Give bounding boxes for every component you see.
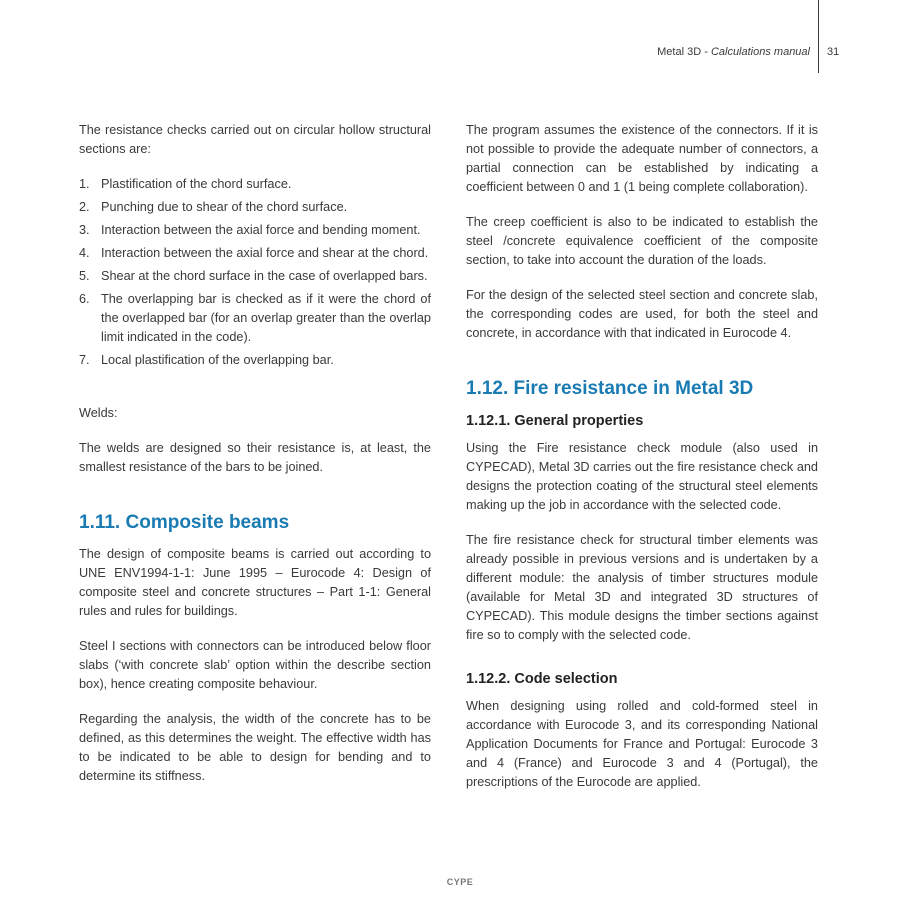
footer-brand: CYPE bbox=[446, 877, 474, 887]
list-item-text: Punching due to shear of the chord surface. bbox=[101, 200, 348, 214]
checks-list bbox=[79, 175, 431, 370]
list-item-text: Local plastification of the overlapping bar. bbox=[101, 353, 334, 367]
list-item-text: The overlapping bar is checked as if it were the chord of the overlapped bar (for an overlap greater than the overlap limit indicated in the code). bbox=[101, 292, 431, 344]
header-divider bbox=[818, 0, 819, 73]
page-number: 31 bbox=[827, 46, 840, 58]
left-column bbox=[79, 121, 431, 802]
connectors-paragraph: The program assumes the existence of the connectors. If it is not possible to provide the adequate number of connectors, a partial connection can be established by indicating a coefficient between 0 and 1 (1 being complete collaboration). bbox=[466, 123, 818, 194]
creep-paragraph: The creep coefficient is also to be indicated to establish the steel /concrete equivalence coefficient of the composite section, to take into account the duration of the loads. bbox=[466, 215, 818, 267]
header-manual-title: Calculations manual bbox=[710, 46, 810, 58]
list-item bbox=[79, 221, 431, 240]
list-item-number: 4. bbox=[79, 246, 90, 260]
list-item-number: 3. bbox=[79, 223, 90, 237]
checks-intro: The resistance checks carried out on circular hollow structural sections are: bbox=[79, 123, 431, 156]
code-selection-paragraph: When designing using rolled and cold-formed steel in accordance with Eurocode 3, and its corresponding National Application Documents for France and Portugal: Eurocode 3 and 4 (France) and Eurocode 3 and 4 (Portugal), the prescriptions of the Eurocode are applied. bbox=[466, 699, 818, 789]
list-item-text: Interaction between the axial force and shear at the chord. bbox=[101, 246, 429, 260]
composite-paragraph: Steel I sections with connectors can be introduced below floor slabs (‘with concrete slab’ option within the describe section box), hence creating composite behaviour. bbox=[79, 639, 431, 691]
general-paragraph: Using the Fire resistance check module (also used in CYPECAD), Metal 3D carries out the fire resistance check and designs the protection coating of the structural steel elements making up the job in accordance with the selected code. bbox=[466, 441, 818, 512]
list-item bbox=[79, 351, 431, 370]
list-item bbox=[79, 290, 431, 347]
composite-paragraph: The design of composite beams is carried out according to UNE ENV1994-1-1: June 1995 – Eurocode 4: Design of composite steel and concrete structures – Part 1-1: General rules and rules for buildings. bbox=[79, 547, 431, 618]
list-item-number: 6. bbox=[79, 292, 90, 306]
welds-paragraph: The welds are designed so their resistance is, at least, the smallest resistance of the bars to be joined. bbox=[79, 441, 431, 474]
composite-paragraph: Regarding the analysis, the width of the concrete has to be defined, as this determines the weight. The effective width has to be indicated to be able to design for bending and to determine its stiffness. bbox=[79, 712, 431, 783]
list-item bbox=[79, 175, 431, 194]
list-item-number: 2. bbox=[79, 200, 90, 214]
list-item-text: Interaction between the axial force and bending moment. bbox=[101, 223, 421, 237]
list-item-text: Shear at the chord surface in the case of overlapped bars. bbox=[101, 269, 428, 283]
right-column bbox=[466, 121, 818, 808]
subsection-heading-code-selection: 1.12.2. Code selection bbox=[466, 671, 618, 687]
list-item bbox=[79, 267, 431, 286]
running-header bbox=[657, 46, 810, 58]
subsection-heading-general-properties: 1.12.1. General properties bbox=[466, 413, 644, 429]
list-item-number: 7. bbox=[79, 353, 90, 367]
list-item-number: 5. bbox=[79, 269, 90, 283]
list-item bbox=[79, 244, 431, 263]
header-product: Metal 3D - bbox=[657, 46, 711, 58]
codes-paragraph: For the design of the selected steel section and concrete slab, the corresponding codes are used, for both the steel and concrete, in accordance with that indicated in Eurocode 4. bbox=[466, 288, 818, 340]
section-heading-composite-beams: 1.11. Composite beams bbox=[79, 512, 290, 533]
section-heading-fire-resistance: 1.12. Fire resistance in Metal 3D bbox=[466, 378, 754, 399]
list-item bbox=[79, 198, 431, 217]
list-item-number: 1. bbox=[79, 177, 90, 191]
welds-label: Welds: bbox=[79, 406, 118, 420]
general-paragraph: The fire resistance check for structural timber elements was already possible in previous versions and is undertaken by a different module: the analysis of timber structures module (available for Metal 3D and integrated 3D structures of CYPECAD). This module designs the timber sections against fire so to comply with the selected code. bbox=[466, 533, 818, 642]
list-item-text: Plastification of the chord surface. bbox=[101, 177, 292, 191]
